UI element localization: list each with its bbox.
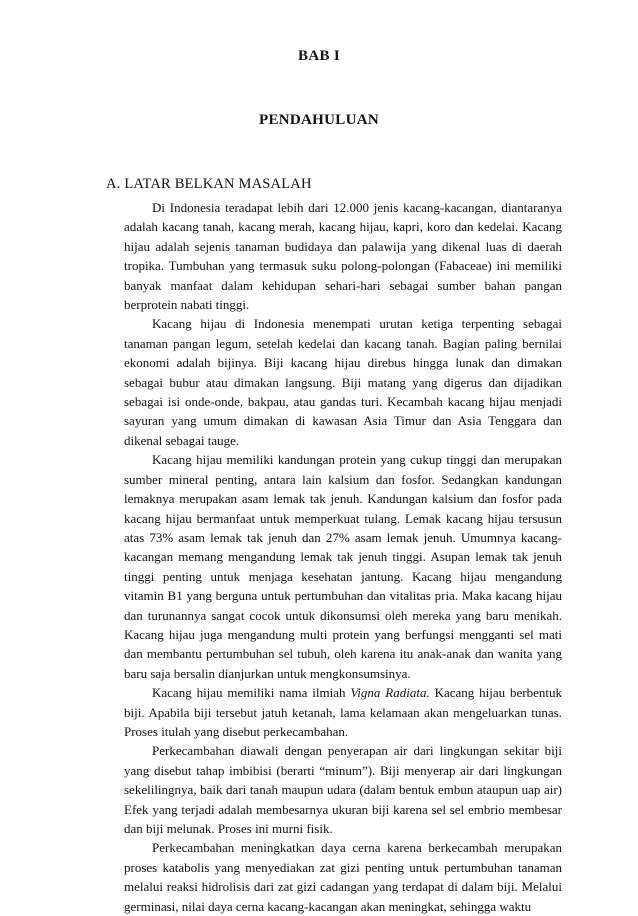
paragraph-5: Perkecambahan diawali dengan penyerapan air dari lingkungan sekitar biji yang disebut tahap imbibisi (berarti “minum”). Biji menyerap air dari lingkungan sekelilingnya, baik dari tanah maupun udara (dalam bentuk embun ataupun uap air) Efek yang terjadi adalah membesarnya ukuran biji karena sel sel embrio membesar dan biji melunak. Proses ini murni fisik.	[124, 743, 562, 836]
chapter-number: BAB I	[298, 48, 340, 64]
paragraph-4-after: Kacang hijau berbentuk biji. Apabila biji tersebut jatuh ketanah, lama kelamaan akan mengeluarkan tunas. Proses itulah yang disebut perkecambahan.	[124, 685, 562, 739]
chapter-title: PENDAHULUAN	[259, 112, 379, 128]
section-heading: A. LATAR BELKAN MASALAH	[106, 176, 312, 192]
scientific-name: Vigna Radiata.	[350, 685, 430, 701]
paragraph-3: Kacang hijau memiliki kandungan protein yang cukup tinggi dan merupakan sumber mineral penting, antara lain kalsium dan fosfor. Sedangkan kandungan lemaknya merupakan asam lemak tak jenuh. Kandungan kalsium dan fosfor pada kacang hijau bermanfaat untuk memperkuat tulang. Lemak kacang hijau tersusun atas 73% asam lemak tak jenuh dan 27% asam lemak jenuh. Umumnya kacang-kacangan memang mengandung lemak tak jenuh tinggi. Asupan lemak tak jenuh tinggi penting untuk menjaga kesehatan jantung. Kacang hijau mengandung vitamin B1 yang berguna untuk pertumbuhan dan vitalitas pria. Maka kacang hijau dan turunannya sangat cocok untuk dikonsumsi oleh mereka yang baru menikah. Kacang hijau juga mengandung multi protein yang berfungsi mengganti sel mati dan membantu pertumbuhan sel tubuh, oleh karena itu anak-anak dan wanita yang baru saja bersalin dianjurkan untuk mengkonsumsinya.	[124, 452, 562, 681]
body-text	[124, 198, 562, 916]
paragraph-2: Kacang hijau di Indonesia menempati urutan ketiga terpenting sebagai tanaman pangan legum, setelah kedelai dan kacang tanah. Bagian paling bernilai ekonomi adalah bijinya. Biji kacang hijau direbus hingga lunak dan dimakan sebagai bubur atau dimakan langsung. Biji matang yang digerus dan dijadikan sebagai isi onde-onde, bakpau, atau gandas turi. Kecambah kacang hijau menjadi sayuran yang umum dimakan di kawasan Asia Timur dan Asia Tenggara dan dikenal sebagai tauge.	[124, 316, 562, 448]
paragraph-4	[124, 683, 562, 741]
paragraph-1: Di Indonesia teradapat lebih dari 12.000 jenis kacang-kacangan, diantaranya adalah kacang tanah, kacang merah, kacang hijau, kapri, koro dan kedelai. Kacang hijau adalah sejenis tanaman budidaya dan palawija yang dikenal luas di daerah tropika. Tumbuhan yang termasuk suku polong-polongan (Fabaceae) ini memiliki banyak manfaat dalam kehidupan sehari-hari sebagai sumber bahan pangan berprotein nabati tinggi.	[124, 200, 562, 313]
paragraph-4-before: Kacang hijau memiliki nama ilmiah	[152, 685, 351, 701]
paragraph-6: Perkecambahan meningkatkan daya cerna karena berkecambah merupakan proses katabolis yang menyediakan zat gizi penting untuk pertumbuhan tanaman melalui reaksi hidrolisis dari zat gizi cadangan yang terdapat di dalam biji. Melalui germinasi, nilai daya cerna kacang-kacangan akan meningkat, sehingga waktu	[124, 840, 562, 914]
